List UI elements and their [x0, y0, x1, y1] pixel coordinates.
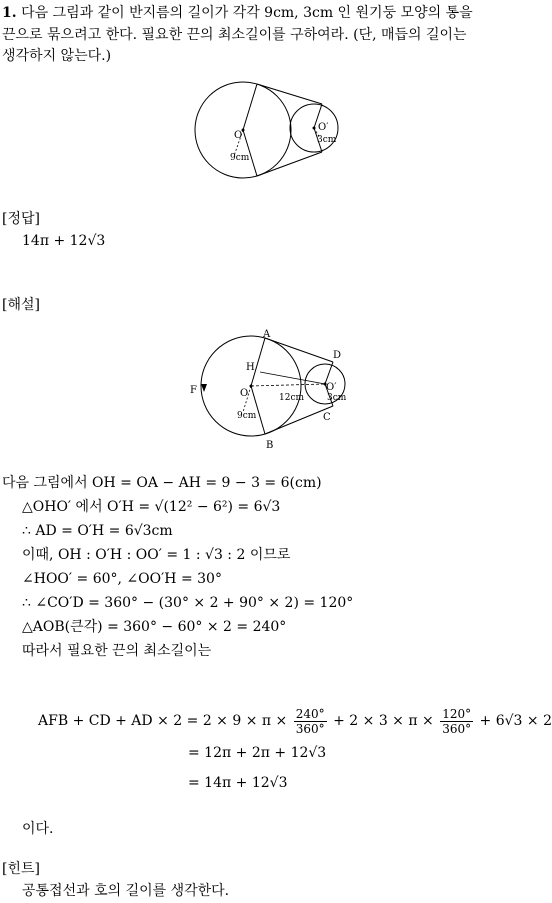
solution-heading: [해설] [2, 297, 40, 313]
answer-heading: [정답] [2, 211, 40, 227]
solution-step1: 다음 그림에서 OH = OA − AH = 9 − 3 = 6(cm) [2, 475, 322, 491]
label-C: C [323, 412, 331, 423]
label-O2: O′ [318, 122, 329, 133]
solution-closing: 이다. [22, 821, 54, 837]
label-F: F [190, 385, 197, 396]
fraction-120: $\frac{120^\circ}{360^\circ}$ [442, 706, 472, 736]
problem-text-line2: 끈으로 묶으려고 한다. 필요한 끈의 최소길이를 구하여라. (단, 매듭의 길이는 [2, 27, 467, 43]
problem-number: 1. [2, 5, 17, 21]
solution-step2: △OHO′ 에서 O′H = √(12² − 6²) = 6√3 [22, 499, 281, 515]
label-H: H [246, 362, 255, 373]
answer-value: 14π + 12√3 [22, 233, 106, 249]
label-O: O [240, 388, 249, 399]
solution-step8: 따라서 필요한 끈의 최소길이는 [22, 643, 212, 659]
label-9cm: 9cm [237, 411, 257, 421]
solution-step7: △AOB(큰각) = 360° − 60° × 2 = 240° [22, 619, 287, 635]
solution-step5: ∠HOO′ = 60°, ∠OO′H = 30° [22, 571, 222, 587]
solution-step6: ∴ ∠CO′D = 360° − (30° × 2 + 90° × 2) = 120° [22, 595, 354, 611]
label-O: O [234, 130, 243, 141]
solution-step4: 이때, OH : O′H : OO′ = 1 : √3 : 2 이므로 [22, 547, 291, 563]
hint-heading: [힌트] [2, 861, 40, 877]
label-r1: 9cm [230, 153, 250, 163]
solution-figure [185, 328, 360, 450]
equation-line2: = 12π + 2π + 12√3 [188, 745, 327, 761]
label-O2: O′ [326, 382, 337, 393]
solution-step3: ∴ AD = O′H = 6√3cm [22, 523, 173, 539]
label-3cm: 3cm [327, 393, 347, 403]
problem-text-line1: 1. 다음 그림과 같이 반지름의 길이가 각각 9cm, 3cm 인 원기둥 모양의 통을 [2, 5, 473, 21]
equation-line1: AFB + CD + AD × 2 = 2 × 9 × π × $\frac{240^\circ}{360^\circ}$ + 2 × 3 × π × $\frac{120^\circ}{360^\circ}$ + 6√3 × 2 [38, 706, 552, 736]
hint-text: 공통접선과 호의 길이를 생각한다. [22, 883, 230, 899]
problem-figure [190, 78, 350, 188]
label-12cm: 12cm [279, 393, 305, 403]
equation-line3: = 14π + 12√3 [188, 775, 288, 791]
label-D: D [333, 350, 342, 361]
label-B: B [266, 440, 274, 451]
label-r2: 3cm [317, 135, 337, 145]
fraction-240: $\frac{240^\circ}{360^\circ}$ [295, 706, 325, 736]
label-A: A [263, 329, 271, 340]
problem-text-line3: 생각하지 않는다.) [2, 48, 112, 64]
